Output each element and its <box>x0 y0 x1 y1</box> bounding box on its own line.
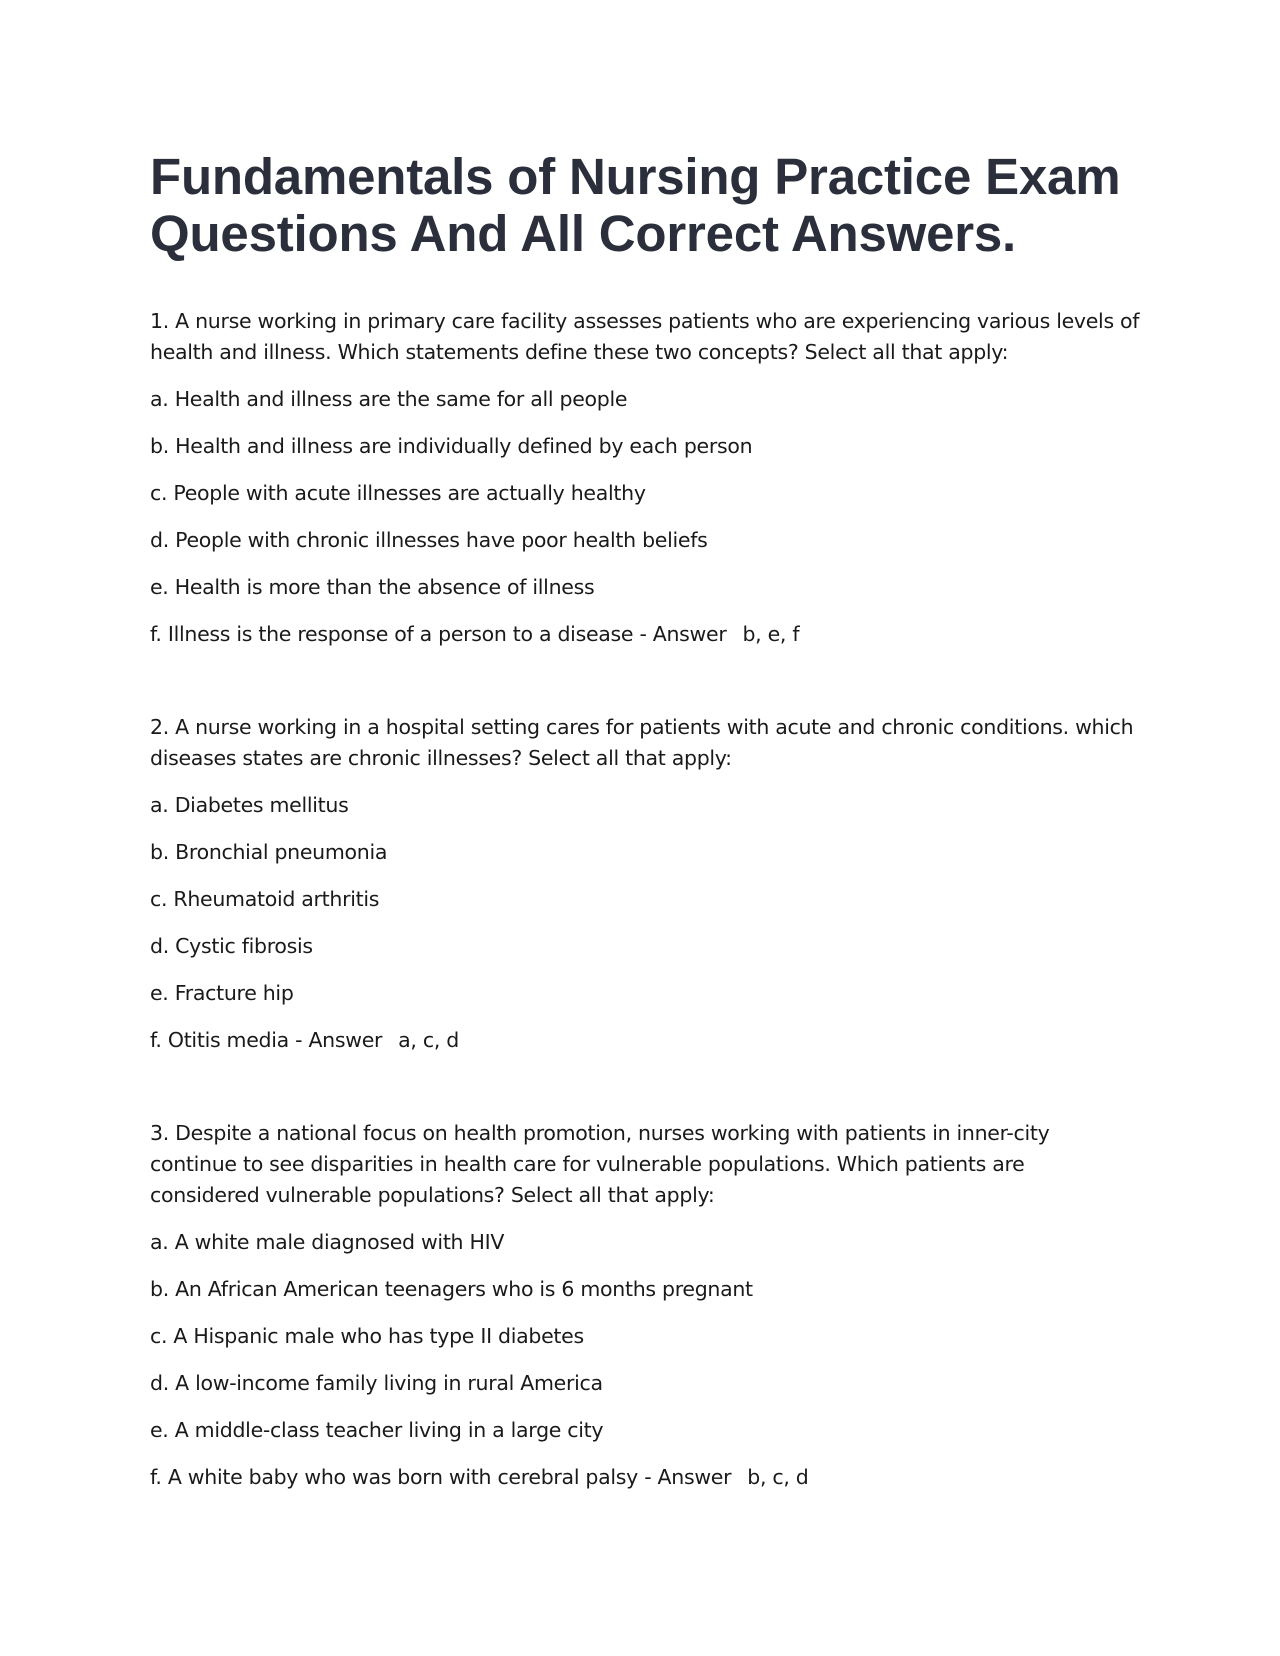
answer-option-text: f. A white baby who was born with cerebral palsy - Answer <box>150 1465 732 1489</box>
document-title: Fundamentals of Nursing Practice Exam Questions And All Correct Answers. <box>150 148 1121 262</box>
answer-option: c. People with acute illnesses are actually healthy <box>150 481 646 505</box>
answer-option: e. A middle-class teacher living in a large city <box>150 1418 604 1442</box>
answer-option: b. Bronchial pneumonia <box>150 840 388 864</box>
answer-option: b. An African American teenagers who is 6 months pregnant <box>150 1277 753 1301</box>
answer-option: a. Health and illness are the same for all people <box>150 387 628 411</box>
answer-option: d. People with chronic illnesses have poor health beliefs <box>150 528 708 552</box>
answer-option: a. Diabetes mellitus <box>150 793 349 817</box>
question-stem: 3. Despite a national focus on health promotion, nurses working with patients in inner-city continue to see disparities in health care for vulnerable populations. Which patients are considered vulnerable populations? Select all that apply: <box>150 1121 1050 1207</box>
answer-option-text: f. Illness is the response of a person to a disease - Answer <box>150 622 727 646</box>
answer-option-text: f. Otitis media - Answer <box>150 1028 383 1052</box>
answer-option: d. Cystic fibrosis <box>150 934 313 958</box>
answer-option: c. Rheumatoid arthritis <box>150 887 380 911</box>
answer-option-with-key <box>150 1025 1140 1056</box>
question-3 <box>150 1118 1140 1493</box>
answer-option: d. A low-income family living in rural America <box>150 1371 603 1395</box>
question-stem: 2. A nurse working in a hospital setting cares for patients with acute and chronic conditions. which diseases states are chronic illnesses? Select all that apply: <box>150 715 1134 770</box>
answer-option: b. Health and illness are individually defined by each person <box>150 434 753 458</box>
answer-option: e. Health is more than the absence of illness <box>150 575 595 599</box>
question-1 <box>150 306 1140 650</box>
answer-option: c. A Hispanic male who has type II diabetes <box>150 1324 584 1348</box>
question-2 <box>150 712 1140 1056</box>
document-page <box>150 148 1140 1555</box>
answer-option: a. A white male diagnosed with HIV <box>150 1230 505 1254</box>
answer-option-with-key <box>150 1462 1140 1493</box>
answer-key: b, e, f <box>742 622 800 646</box>
answer-key: b, c, d <box>747 1465 809 1489</box>
answer-option-with-key <box>150 619 1140 650</box>
question-stem: 1. A nurse working in primary care facility assesses patients who are experiencing various levels of health and illness. Which statements define these two concepts? Select all that apply: <box>150 309 1140 364</box>
answer-option: e. Fracture hip <box>150 981 294 1005</box>
answer-key: a, c, d <box>398 1028 459 1052</box>
